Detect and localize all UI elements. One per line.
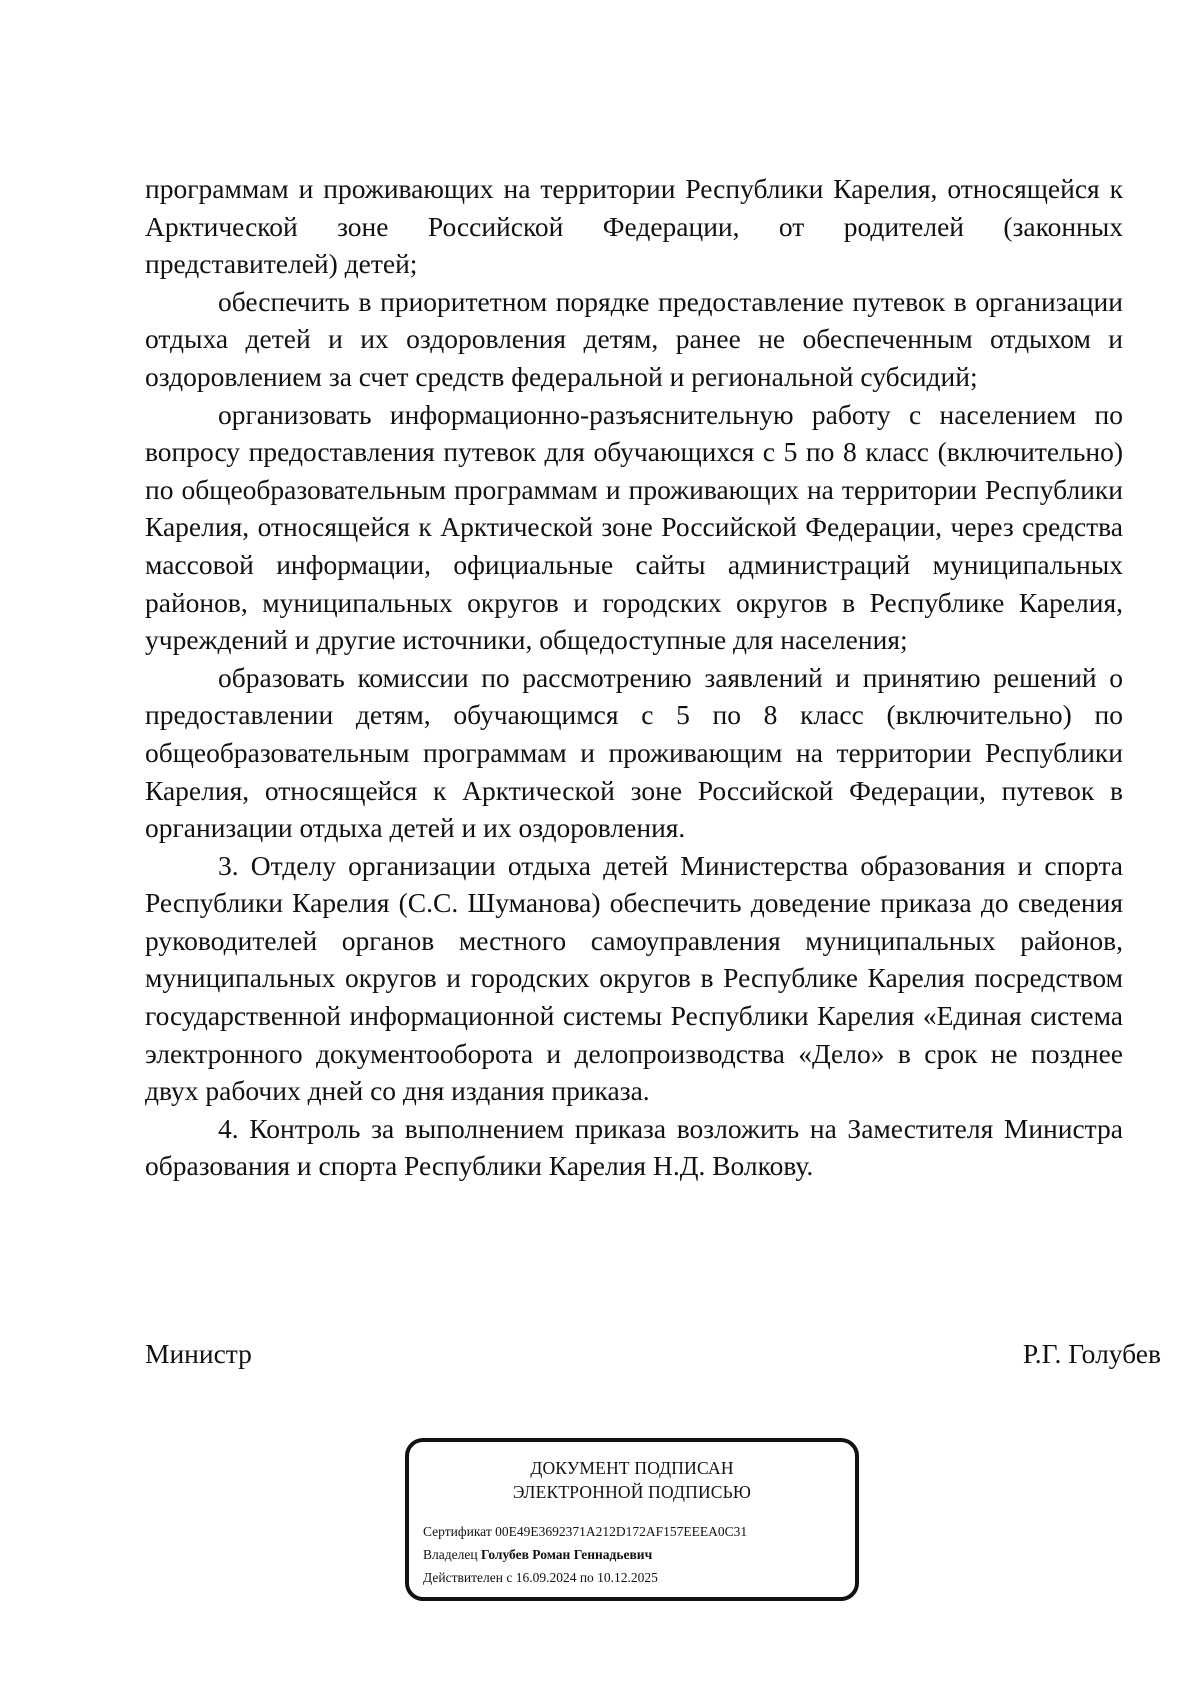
valid-to-date: 10.12.2025 bbox=[597, 1570, 658, 1585]
paragraph-information-work: организовать информационно-разъяснительную работу с населением по вопросу предоставления путевок для обучающихся с 5 по 8 класс (включительно) по общеобразовательным программам и проживающих на территории Республики Карелия, относящейся к Арктической зоне Российской Федерации, через средства массовой информации, официальные сайты администраций муниципальных районов, муниципальных округов и городских округов в Республике Карелия, учреждений и другие источники, общедоступные для населения; bbox=[145, 398, 1123, 656]
valid-to-prefix: по bbox=[579, 1570, 594, 1585]
owner-value: Голубев Роман Геннадьевич bbox=[480, 1547, 653, 1562]
valid-from-date: 16.09.2024 bbox=[515, 1570, 577, 1585]
stamp-title bbox=[409, 1456, 855, 1504]
signature-block bbox=[145, 1338, 1161, 1370]
signatory-position: Министр bbox=[145, 1338, 252, 1369]
certificate-value: 00E49E3692371A212D172AF157EEEA0C31 bbox=[495, 1524, 748, 1539]
stamp-details bbox=[409, 1520, 855, 1589]
stamp-title-line-2: ЭЛЕКТРОННОЙ ПОДПИСЬЮ bbox=[512, 1482, 752, 1502]
stamp-title-line-1: ДОКУМЕНТ ПОДПИСАН bbox=[530, 1458, 734, 1478]
paragraph-item-3: 3. Отделу организации отдыха детей Министерства образования и спорта Республики Карелия (С.С. Шуманова) обеспечить доведение приказа до сведения руководителей органов местного самоуправления муниципальных районов, муниципальных округов и городских округов в Республике Карелия посредством государственной информационной системы Республики Карелия «Единая система электронного документооборота и делопроизводства «Дело» в срок не позднее двух рабочих дней со дня издания приказа. bbox=[145, 849, 1123, 1107]
electronic-signature-stamp bbox=[405, 1438, 859, 1601]
certificate-label: Сертификат bbox=[423, 1524, 492, 1539]
paragraph-item-4: 4. Контроль за выполнением приказа возложить на Заместителя Министра образования и спорта Республики Карелия Н.Д. Волкову. bbox=[145, 1112, 1123, 1182]
stamp-certificate-row bbox=[423, 1520, 855, 1543]
signatory-name: Р.Г. Голубев bbox=[1022, 1338, 1161, 1369]
stamp-owner-row bbox=[423, 1543, 855, 1566]
owner-label: Владелец bbox=[423, 1547, 478, 1562]
paragraph-priority-vouchers: обеспечить в приоритетном порядке предоставление путевок в организации отдыха детей и их оздоровления детям, ранее не обеспеченным отдыхом и оздоровлением за счет средств федеральной и региональной субсидий; bbox=[145, 285, 1123, 392]
valid-label: Действителен bbox=[423, 1570, 503, 1585]
document-body bbox=[145, 170, 1123, 1185]
paragraph-continuation: программам и проживающих на территории Республики Карелия, относящейся к Арктической зоне Российской Федерации, от родителей (законных представителей) детей; bbox=[145, 173, 1123, 280]
stamp-validity-row bbox=[423, 1566, 855, 1589]
valid-from-prefix: с bbox=[506, 1570, 513, 1585]
paragraph-commissions: образовать комиссии по рассмотрению заявлений и принятию решений о предоставлении детям, обучающимся с 5 по 8 класс (включительно) по общеобразовательным программам и проживающим на территории Республики Карелия, относящейся к Арктической зоне Российской Федерации, путевок в организации отдыха детей и их оздоровления. bbox=[145, 661, 1123, 844]
